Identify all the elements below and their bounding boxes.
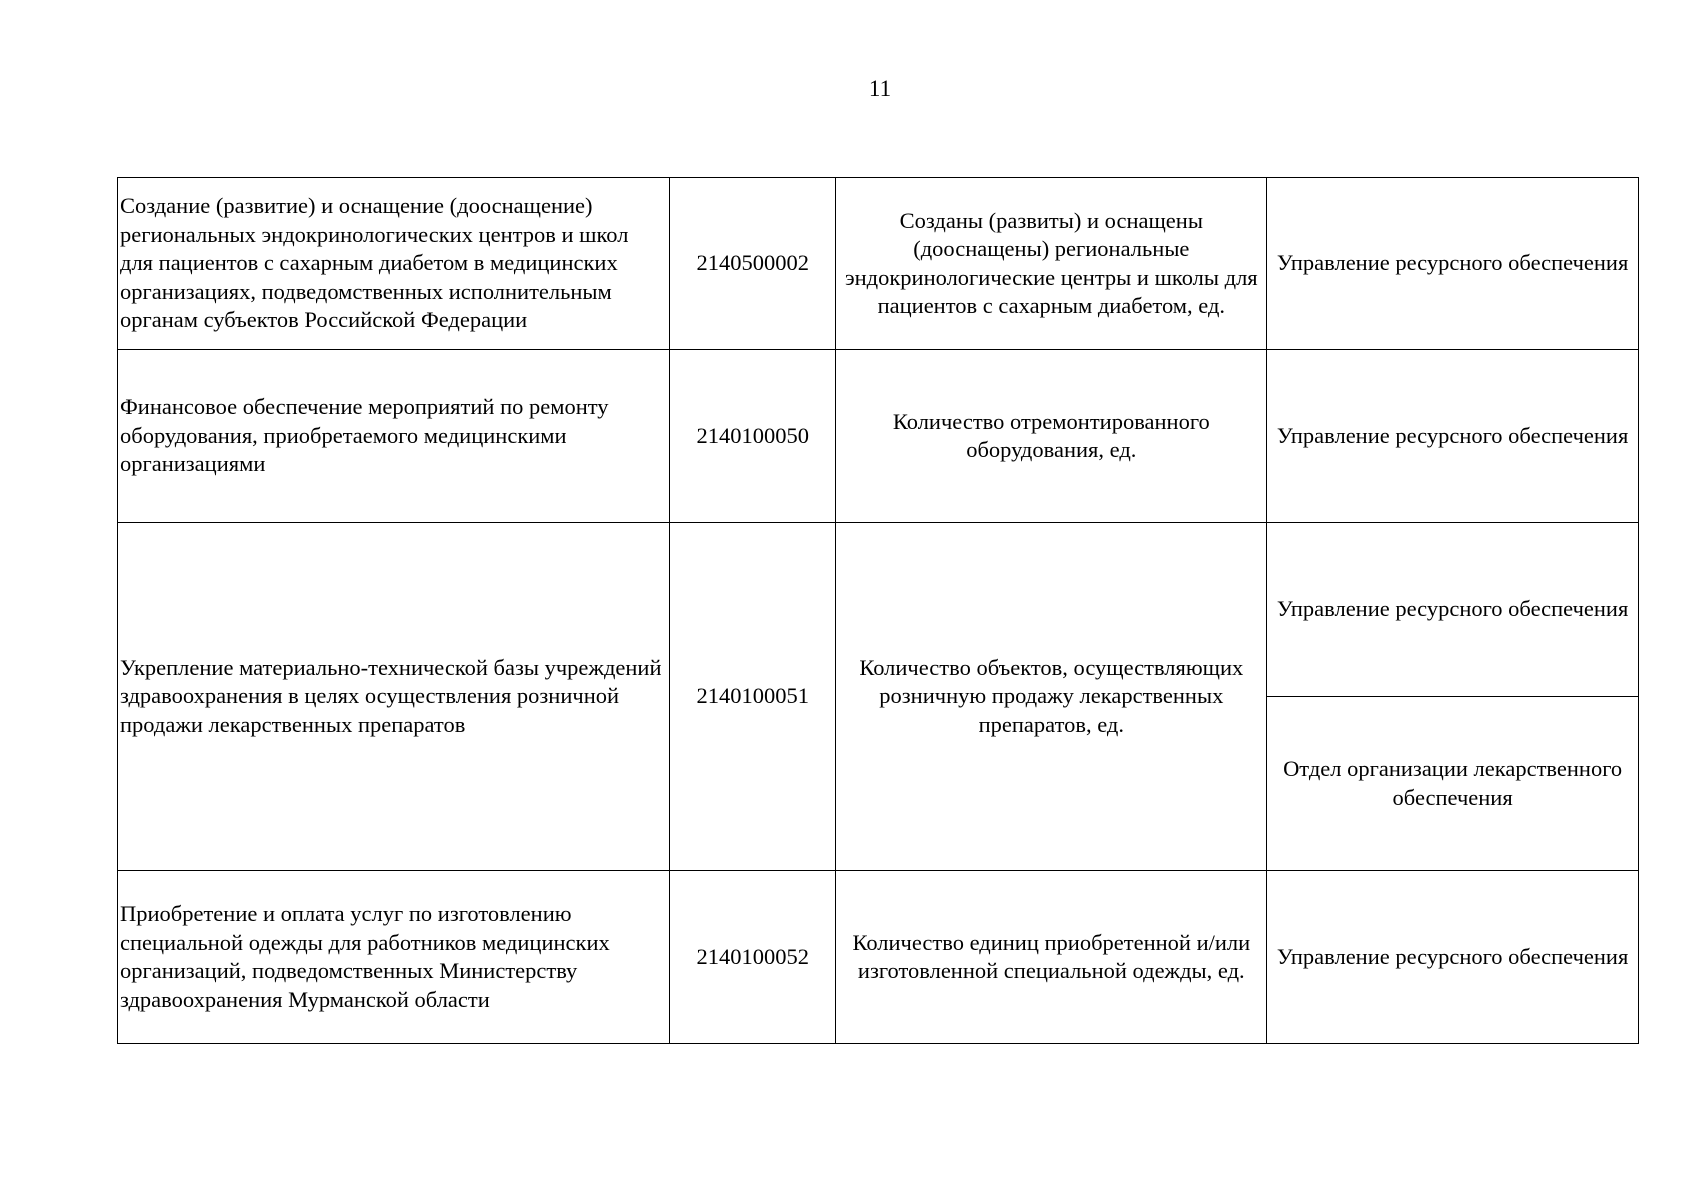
- responsible-cell: Управление ресурсного обеспечения: [1267, 178, 1639, 350]
- action-cell: Финансовое обеспечение мероприятий по ремонту оборудования, приобретаемого медицинскими организациями: [118, 350, 670, 523]
- code-cell: 2140100052: [670, 871, 836, 1044]
- result-cell: Количество объектов, осуществляющих розничную продажу лекарственных препаратов, ед.: [836, 523, 1267, 871]
- code-cell: 2140500002: [670, 178, 836, 350]
- code-cell: 2140100050: [670, 350, 836, 523]
- table-row: [118, 350, 1639, 523]
- table-row: [118, 871, 1639, 1044]
- responsible-cell: Отдел организации лекарственного обеспечения: [1267, 697, 1639, 871]
- table-row: [118, 523, 1639, 697]
- action-cell: Создание (развитие) и оснащение (дооснащение) региональных эндокринологических центров и школ для пациентов с сахарным диабетом в медицинских организациях, подведомственных исполнительным органам субъектов Российской Федерации: [118, 178, 670, 350]
- code-cell: 2140100051: [670, 523, 836, 871]
- responsible-cell: Управление ресурсного обеспечения: [1267, 350, 1639, 523]
- responsible-cell: Управление ресурсного обеспечения: [1267, 871, 1639, 1044]
- result-cell: Количество единиц приобретенной и/или изготовленной специальной одежды, ед.: [836, 871, 1267, 1044]
- action-cell: Укрепление материально-технической базы учреждений здравоохранения в целях осуществления розничной продажи лекарственных препаратов: [118, 523, 670, 871]
- responsible-cell: Управление ресурсного обеспечения: [1267, 523, 1639, 697]
- result-cell: Количество отремонтированного оборудования, ед.: [836, 350, 1267, 523]
- action-cell: Приобретение и оплата услуг по изготовлению специальной одежды для работников медицинских организаций, подведомственных Министерству здравоохранения Мурманской области: [118, 871, 670, 1044]
- result-cell: Созданы (развиты) и оснащены (дооснащены) региональные эндокринологические центры и школы для пациентов с сахарным диабетом, ед.: [836, 178, 1267, 350]
- page-number: 11: [868, 76, 892, 101]
- table-row: [118, 178, 1639, 350]
- measures-table: [117, 177, 1639, 1044]
